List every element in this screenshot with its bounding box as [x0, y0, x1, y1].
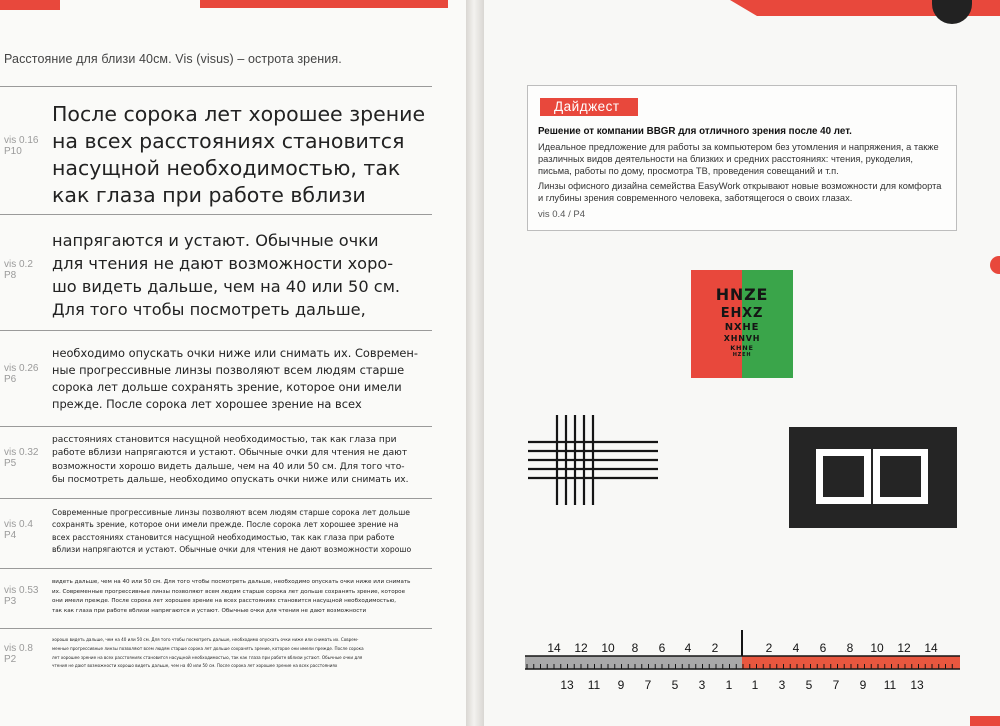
digest-title: Решение от компании BBGR для отличного зрения после 40 лет.	[538, 126, 852, 137]
vis-value: vis 0.26	[4, 363, 39, 374]
duochrome-line: NXHE	[724, 322, 760, 333]
reading-text	[52, 507, 411, 557]
duochrome-line: XHNVH	[723, 334, 761, 343]
right-square	[873, 449, 928, 504]
vis-value: vis 0.2	[4, 259, 33, 270]
text-line: сохранять зрение, которое они имели прежде. После сорока лет хорошее зрение на	[52, 520, 399, 530]
text-line: хорошо видеть дальше, чем на 40 или 50 см. Для того чтобы посмотреть дальше, необходимо опускать очки ниже или снимать их. Соврем-	[52, 637, 359, 642]
text-line: и глубины зрения современного человека, заботящегося о своих глазах.	[538, 192, 853, 203]
ruler-bottom-number: 13	[560, 678, 574, 692]
text-line: лет хорошее зрение на всех расстояниях становится насущной необходимостью, так как глаза при работе вблизи устают. Обычные очки для	[52, 654, 363, 660]
p-size: P10	[4, 146, 22, 157]
text-line: Современные прогрессивные линзы позволяют всем людям старше сорока лет дольше	[52, 508, 410, 517]
text-line: прежде. После сорока лет хорошее зрение на всех	[52, 397, 362, 411]
astigmatism-cross-grid	[528, 415, 658, 505]
text-line: менные прогрессивные линзы позволяют всем людям старше сорока лет дольше сохранять зрение, которое они имели прежде. После сорока	[52, 645, 364, 651]
text-line: возможности хорошо видеть дальше, чем на 40 или 50 см. Для того что-	[52, 461, 405, 472]
text-line: так как глаза при работе вблизи напрягаются и устают. Обычные очки для чтения не дают возможности	[52, 607, 367, 614]
digest-box	[527, 85, 957, 231]
ruler-top-number: 10	[870, 641, 884, 655]
ruler-bottom-number: 3	[698, 678, 706, 692]
text-line: насущной необходимостью, так	[52, 156, 401, 180]
ruler-top-number: 4	[684, 641, 692, 655]
left-square	[816, 449, 871, 504]
acuity-row-p3	[0, 568, 432, 629]
near-distance-ruler	[525, 630, 965, 710]
p-size: P6	[4, 374, 17, 385]
acuity-row-p2	[0, 628, 432, 689]
text-line: бы посмотреть дальше, необходимо опускать очки ниже или снимать их.	[52, 475, 409, 486]
text-line: Линзы офисного дизайна семейства EasyWork открывают новые возможности для комфорта	[538, 181, 942, 191]
acuity-label	[4, 259, 44, 281]
ruler-top-number: 6	[819, 641, 827, 655]
acuity-label	[4, 519, 44, 541]
ruler-bottom-number: 3	[778, 678, 786, 692]
ruler-bottom-number: 13	[910, 678, 924, 692]
digest-tag: Дайджест	[540, 98, 638, 116]
text-line: видеть дальше, чем на 40 или 50 см. Для того чтобы посмотреть дальше, необходимо опускать очки ниже или снимать	[52, 579, 411, 585]
text-line: различных видов деятельности на близких и средних расстояниях: чтения, рукоделия,	[538, 153, 914, 164]
ruler-bottom-number: 1	[751, 678, 759, 692]
text-line: После сорока лет хорошее зрение	[52, 102, 426, 126]
left-page	[0, 0, 468, 726]
acuity-row-p10	[0, 86, 432, 215]
ruler-top-number: 14	[547, 641, 561, 655]
text-line: Для того чтобы посмотреть дальше,	[52, 300, 366, 319]
acuity-label	[4, 643, 44, 665]
reading-text	[52, 345, 418, 413]
text-line: сорока лет дольше сохранять зрение, которое они имели	[52, 380, 402, 394]
vis-value: vis 0.8	[4, 643, 33, 654]
ruler-top-number: 4	[792, 641, 800, 655]
ruler-bottom-number: 9	[859, 678, 867, 692]
vis-value: vis 0.16	[4, 135, 39, 146]
acuity-row-p8	[0, 214, 432, 331]
reading-text	[52, 636, 364, 671]
acuity-row-p5	[0, 426, 432, 499]
reading-text	[52, 434, 409, 488]
text-line: вблизи напрягаются и устают. Обычные очки для чтения не дают возможности хорошо	[52, 545, 412, 555]
ruler-top-number: 2	[711, 641, 719, 655]
text-line: на всех расстояниях становится	[52, 129, 405, 153]
ruler-top-number: 6	[658, 641, 666, 655]
acuity-label	[4, 363, 44, 385]
text-line: для чтения не дают возможности хоро-	[52, 254, 394, 273]
text-line: письма, работы по дому, просмотра ТВ, проведения совещаний и т.п.	[538, 165, 839, 176]
digest-vis: vis 0.4 / P4	[538, 209, 585, 220]
p-size: P4	[4, 530, 17, 541]
binocular-squares-test	[789, 427, 957, 528]
duochrome-line: HNZE	[715, 285, 769, 304]
acuity-label	[4, 135, 44, 157]
text-line: работе вблизи напрягаются и устают. Обычные очки для чтения не дают	[52, 448, 408, 459]
text-line: необходимо опускать очки ниже или снимать их. Современ-	[52, 346, 418, 360]
reading-text	[52, 101, 425, 209]
spine	[466, 0, 486, 726]
vis-value: vis 0.32	[4, 447, 39, 458]
text-line: Идеальное предложение для работы за компьютером без утомления и напряжения, а также	[538, 142, 939, 152]
ruler-bottom-number: 5	[805, 678, 813, 692]
ruler-top-number: 14	[924, 641, 938, 655]
ruler-bottom-number: 7	[832, 678, 840, 692]
ruler-bottom-number: 7	[644, 678, 652, 692]
digest-paragraph	[538, 181, 948, 205]
reading-text	[52, 229, 400, 321]
chart-heading: Расстояние для близи 40см. Vis (visus) – острота зрения.	[4, 52, 342, 66]
acuity-row-p4	[0, 498, 432, 569]
ruler-top-number: 12	[574, 641, 588, 655]
red-decoration	[0, 0, 60, 10]
red-decoration	[200, 0, 448, 8]
text-line: чтения не дают возможности хорошо видеть дальше, чем на 40 или 50 см. После сорока лет хорошее зрение на всех расстояниях	[52, 663, 338, 669]
ruler-bottom-number: 1	[725, 678, 733, 692]
ruler-bottom-number: 5	[671, 678, 679, 692]
duochrome-line: KHNE	[730, 344, 754, 352]
ruler-top-number: 12	[897, 641, 911, 655]
text-line: всех расстояниях становится насущной необходимостью, так как глаза при работе	[52, 532, 395, 542]
duochrome-line: HZEH	[732, 352, 752, 358]
reading-text	[52, 578, 410, 616]
ruler-bottom-number: 11	[883, 678, 897, 692]
text-line: напрягаются и устают. Обычные очки	[52, 231, 379, 250]
ruler-top-number: 8	[631, 641, 639, 655]
ruler-bottom-number: 11	[587, 678, 601, 692]
ruler-bottom-number: 9	[617, 678, 625, 692]
text-line: расстояниях становится насущной необходимостью, так как глаза при	[52, 435, 397, 445]
acuity-row-p6	[0, 330, 432, 427]
duochrome-test	[691, 270, 793, 378]
p-size: P8	[4, 270, 17, 281]
text-line: они имели прежде. После сорока лет хорошее зрение на всех расстояниях становится насущной необходимостью,	[52, 598, 397, 605]
red-decoration	[970, 716, 1000, 726]
vis-value: vis 0.4	[4, 519, 33, 530]
duochrome-line: EHXZ	[720, 306, 764, 321]
vis-value: vis 0.53	[4, 585, 39, 596]
text-line: ные прогрессивные линзы позволяют всем людям старше	[52, 363, 405, 377]
acuity-label	[4, 447, 44, 469]
p-size: P3	[4, 596, 17, 607]
ruler-top-number: 10	[601, 641, 615, 655]
text-line: шо видеть дальше, чем на 40 или 50 см.	[52, 277, 401, 296]
text-line: их. Современные прогрессивные линзы позволяют всем людям старше сорока лет дольше сохранять зрение, которое	[52, 588, 406, 595]
ruler-top-number: 2	[765, 641, 773, 655]
acuity-label	[4, 585, 44, 607]
p-size: P2	[4, 654, 17, 665]
p-size: P5	[4, 458, 17, 469]
text-line: как глаза при работе вблизи	[52, 183, 366, 207]
ruler-top-number: 8	[846, 641, 854, 655]
digest-paragraph	[538, 142, 948, 178]
